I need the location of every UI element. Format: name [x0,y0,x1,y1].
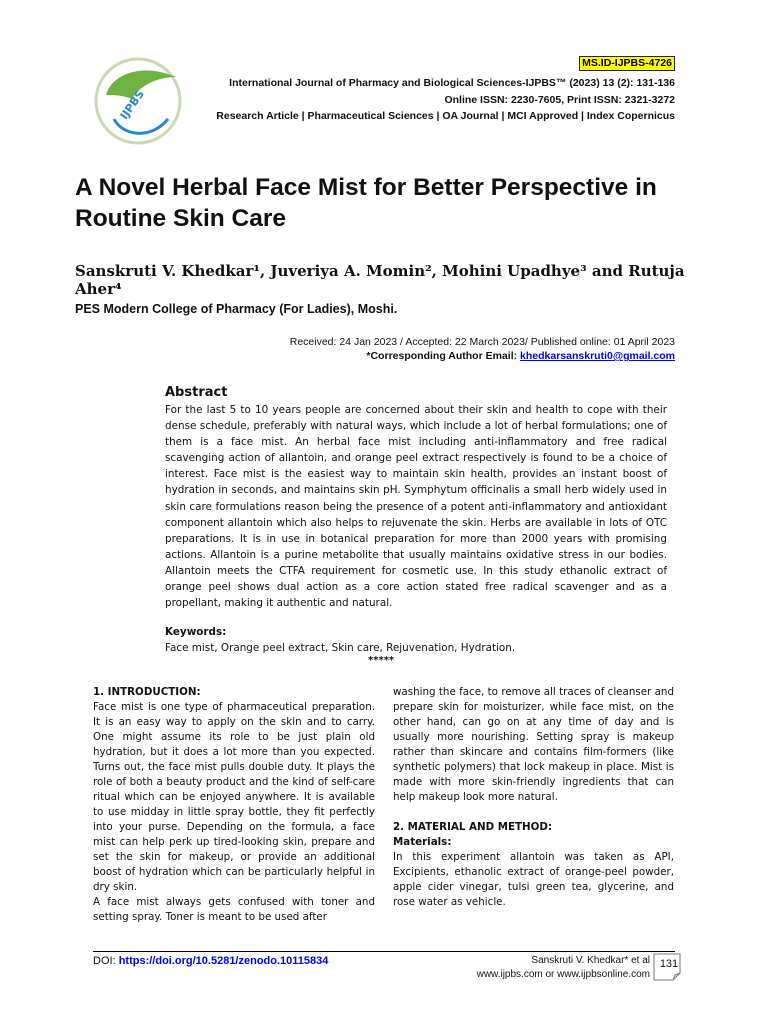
doi-label: DOI: [93,955,116,967]
footer-author: Sanskruti V. Khedkar* et al [531,955,650,966]
page-number: 131 [659,958,679,970]
ijpbs-logo [92,55,184,147]
abstract-text: For the last 5 to 10 years people are concerned about their skin and health to cope with their dense schedule, preferably with natural ways, which include a lot of herbal formulations; one of them is a face mist. An herbal face mist including anti-inflammatory and free radical scavenging action of allantoin, and orange peel extract respectively is found to be a choice of interest. Face mist is the easiest way to maintain skin health, provides an instant boost of hydration in seconds, and maintains skin pH. Symphytum officinalis a small herb widely used in skin care formulations reason being the presence of a potent anti-inflammatory and antioxidant component allantoin which also helps to rejuvenate the skin. Herbs are available in lots of OTC preparations. It is in use in botanical preparation for more than 2000 years with promising actions. Allantoin is a purine metabolite that usually maintains oxidative stress in our bodies. Allantoin meets the CTFA requirement for cosmetic use. In this study ethanolic extract of orange peel shows dual action as a core action stated free radical scavenger and as a propellant, making it authentic and natural. [165,404,667,610]
manuscript-id-badge: MS.ID-IJPBS-4726 [579,56,675,71]
keywords-text: Face mist, Orange peel extract, Skin care, Rejuvenation, Hydration. [165,642,516,654]
category-line: Research Article | Pharmaceutical Sciences | OA Journal | MCI Approved | Index Copernicus [216,110,675,122]
left-column [93,685,375,925]
materials-heading: Materials: [393,836,452,848]
journal-line: International Journal of Pharmacy and Biological Sciences-IJPBS™ (2023) 13 (2): 131-136 [229,77,675,89]
doi-line [93,955,328,967]
section-separator: ***** [368,655,395,666]
right-column [393,685,674,910]
introduction-continuation: washing the face, to remove all traces of cleanser and prepare skin for moisturizer, while face mist, on the other hand, can go on at any time of day and is usually more nourishing. Setting spray is makeup rather than skincare and contains film-formers (like synthetic polymers) that lock makeup in place. Mist is made with more skin-friendly ingredients that can help makeup look more natural. [393,686,674,803]
footer-website: www.ijpbs.com or www.ijpbsonline.com [476,969,650,980]
corresponding-label: *Corresponding Author Email: [366,350,518,362]
publication-dates [290,335,675,363]
footer-divider [93,951,675,952]
materials-text: In this experiment allantoin was taken as API, Excipients, ethanolic extract of orange-peel powder, apple cider vinegar, tulsi green tea, glycerine, and rose water as vehicle. [393,851,674,908]
paper-title: A Novel Herbal Face Mist for Better Perspective in Routine Skin Care [75,174,657,232]
introduction-paragraph: Face mist is one type of pharmaceutical preparation. It is an easy way to apply on the skin and to carry. One might assume its role to be just plain old hydration, but it does a lot more than you expected. Turns out, the face mist pulls double duty. It plays the role of both a beauty product and the kind of self-care ritual which can be enjoyed anywhere. It is available to use midday in little spray bottle, they fit perfectly into your purse. Depending on the formula, a face mist can help perk up tired-looking skin, prepare and set the skin for makeup, or provide an additional boost of hydration which can be particularly helpful in dry skin. [93,701,375,893]
method-heading: 2. MATERIAL AND METHOD: [393,821,553,833]
logo-text: IJPBS [117,87,147,122]
abstract-heading: Abstract [165,385,228,400]
introduction-paragraph-2: A face mist always gets confused with toner and setting spray. Toner is meant to be used after [93,896,375,923]
issn-line: Online ISSN: 2230-7605, Print ISSN: 2321-3272 [444,94,675,106]
doi-link[interactable]: https://doi.org/10.5281/zenodo.10115834 [118,955,329,967]
affiliation: PES Modern College of Pharmacy (For Ladies), Moshi. [75,302,398,316]
keywords-label: Keywords: [165,626,227,638]
received-dates: Received: 24 Jan 2023 / Accepted: 22 March 2023/ Published online: 01 April 2023 [289,336,675,348]
author-list: Sanskruti V. Khedkar¹, Juveriya A. Momin², Mohini Upadhye³ and Rutuja Aher⁴ [75,262,685,298]
introduction-heading: 1. INTRODUCTION: [93,686,201,698]
corresponding-email-link[interactable]: khedkarsanskruti0@gmail.com [520,350,675,362]
